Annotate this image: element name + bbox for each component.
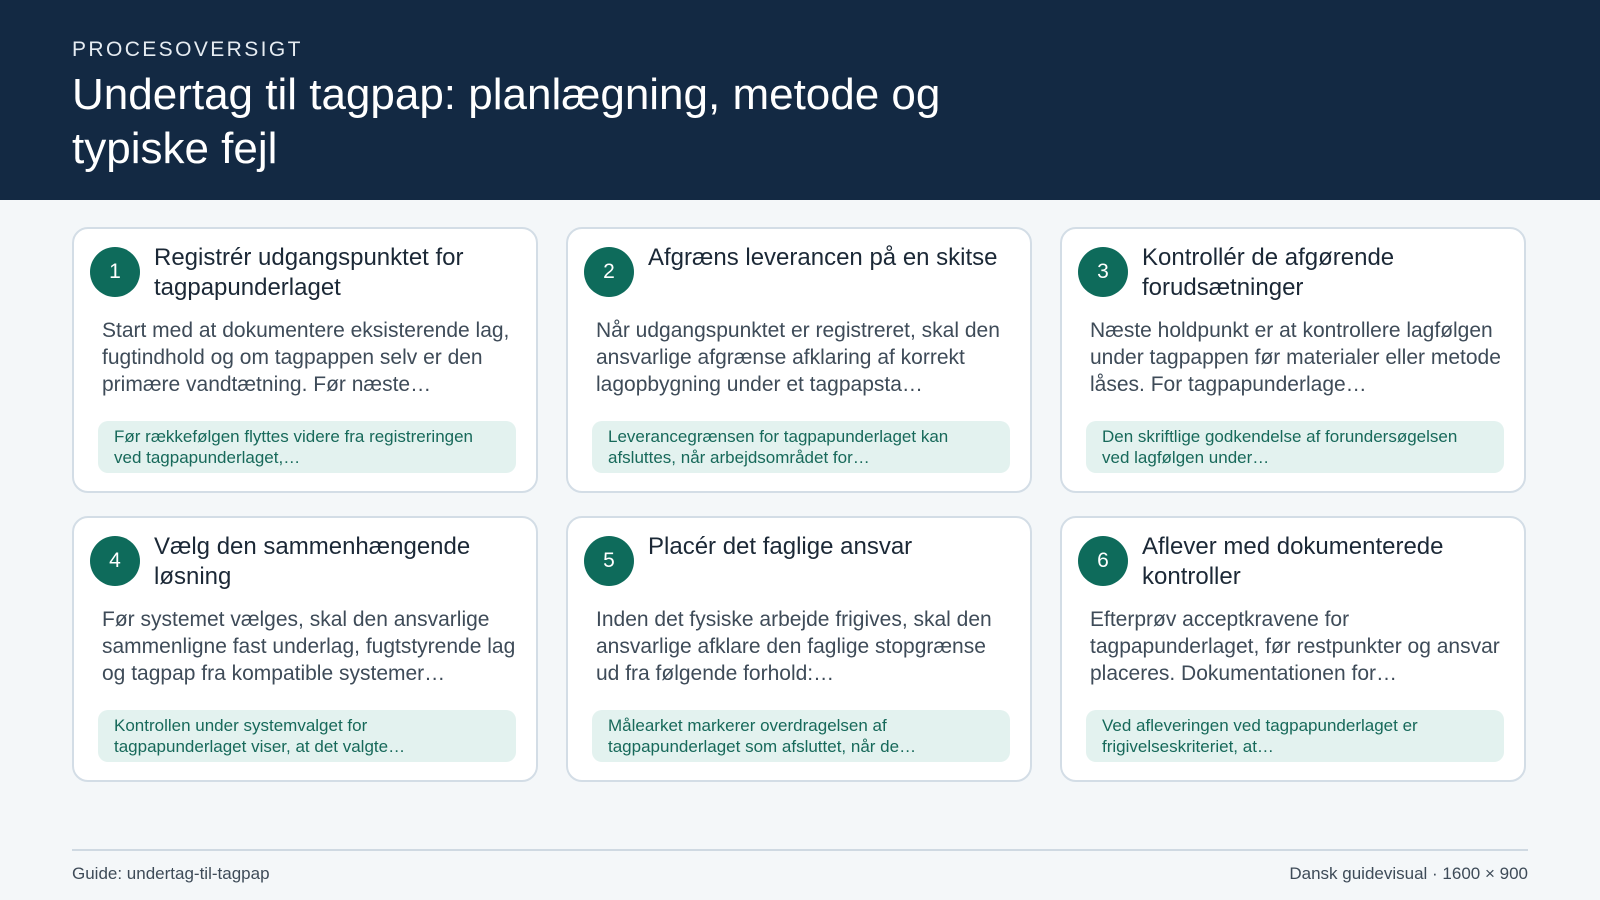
step-note: [592, 421, 1010, 473]
step-description: Næste holdpunkt er at kontrollere lagfølgen under tagpappen før materialer eller metode låses. For tagpapunderlage…: [1090, 319, 1501, 396]
step-note-text: Ved afleveringen ved tagpapunderlaget er frigivelseskriteriet, at…: [1102, 716, 1418, 756]
step-card-3: [1060, 227, 1526, 493]
step-description: Efterprøv acceptkravene for tagpapunderlaget, før restpunkter og ansvar placeres. Dokumentationen for…: [1090, 608, 1500, 685]
step-number-badge: 4: [90, 536, 140, 586]
step-number-badge: 5: [584, 536, 634, 586]
header-banner: [0, 0, 1600, 200]
step-title: Vælg den sammenhængende løsning: [154, 533, 471, 590]
step-title: Afgræns leverancen på en skitse: [648, 244, 998, 271]
step-number-badge: 1: [90, 247, 140, 297]
step-title: Placér det faglige ansvar: [648, 533, 913, 560]
step-number-badge: 2: [584, 247, 634, 297]
footer-guide-label: Guide: undertag-til-tagpap: [72, 864, 270, 883]
step-note: [98, 421, 516, 473]
step-number-badge: 6: [1078, 536, 1128, 586]
step-note-text: Leverancegrænsen for tagpapunderlaget kan afsluttes, når arbejdsområdet for…: [608, 427, 949, 467]
step-note-text: Før rækkefølgen flyttes videre fra registreringen ved tagpapunderlaget,…: [114, 427, 474, 467]
step-number-badge: 3: [1078, 247, 1128, 297]
step-card-6: [1060, 516, 1526, 782]
footer-divider: [72, 849, 1528, 851]
page-title: Undertag til tagpap: planlægning, metode og typiske fejl: [72, 70, 941, 173]
step-note-text: Den skriftlige godkendelse af forundersøgelsen ved lagfølgen under…: [1102, 427, 1458, 467]
step-card-5: [566, 516, 1032, 782]
step-card-1: [72, 227, 538, 493]
step-description: Start med at dokumentere eksisterende lag, fugtindhold og om tagpappen selv er den primære vandtætning. Før næste…: [102, 319, 510, 396]
step-title: Registrér udgangspunktet for tagpapunderlaget: [154, 244, 464, 301]
step-note-text: Målearket markerer overdragelsen af tagpapunderlaget som afsluttet, når de…: [608, 716, 917, 756]
step-note-text: Kontrollen under systemvalget for tagpapunderlaget viser, at det valgte…: [114, 716, 406, 756]
step-card-2: [566, 227, 1032, 493]
step-cards-grid: [72, 227, 1528, 782]
step-note: [1086, 421, 1504, 473]
step-title: Kontrollér de afgørende forudsætninger: [1142, 244, 1395, 301]
step-title: Aflever med dokumenterede kontroller: [1142, 533, 1444, 590]
step-note: [1086, 710, 1504, 762]
eyebrow-label: PROCESOVERSIGT: [72, 38, 303, 61]
step-note: [592, 710, 1010, 762]
step-description: Når udgangspunktet er registreret, skal den ansvarlige afgrænse afklaring af korrekt lagopbygning under et tagpapsta…: [596, 319, 1000, 396]
step-note: [98, 710, 516, 762]
step-card-4: [72, 516, 538, 782]
footer-meta-label: Dansk guidevisual · 1600 × 900: [1289, 864, 1528, 883]
step-description: Før systemet vælges, skal den ansvarlige sammenligne fast underlag, fugtstyrende lag og tagpap fra kompatible systemer…: [102, 608, 516, 685]
step-description: Inden det fysiske arbejde frigives, skal den ansvarlige afklare den faglige stopgrænse ud fra følgende forhold:…: [596, 608, 992, 685]
